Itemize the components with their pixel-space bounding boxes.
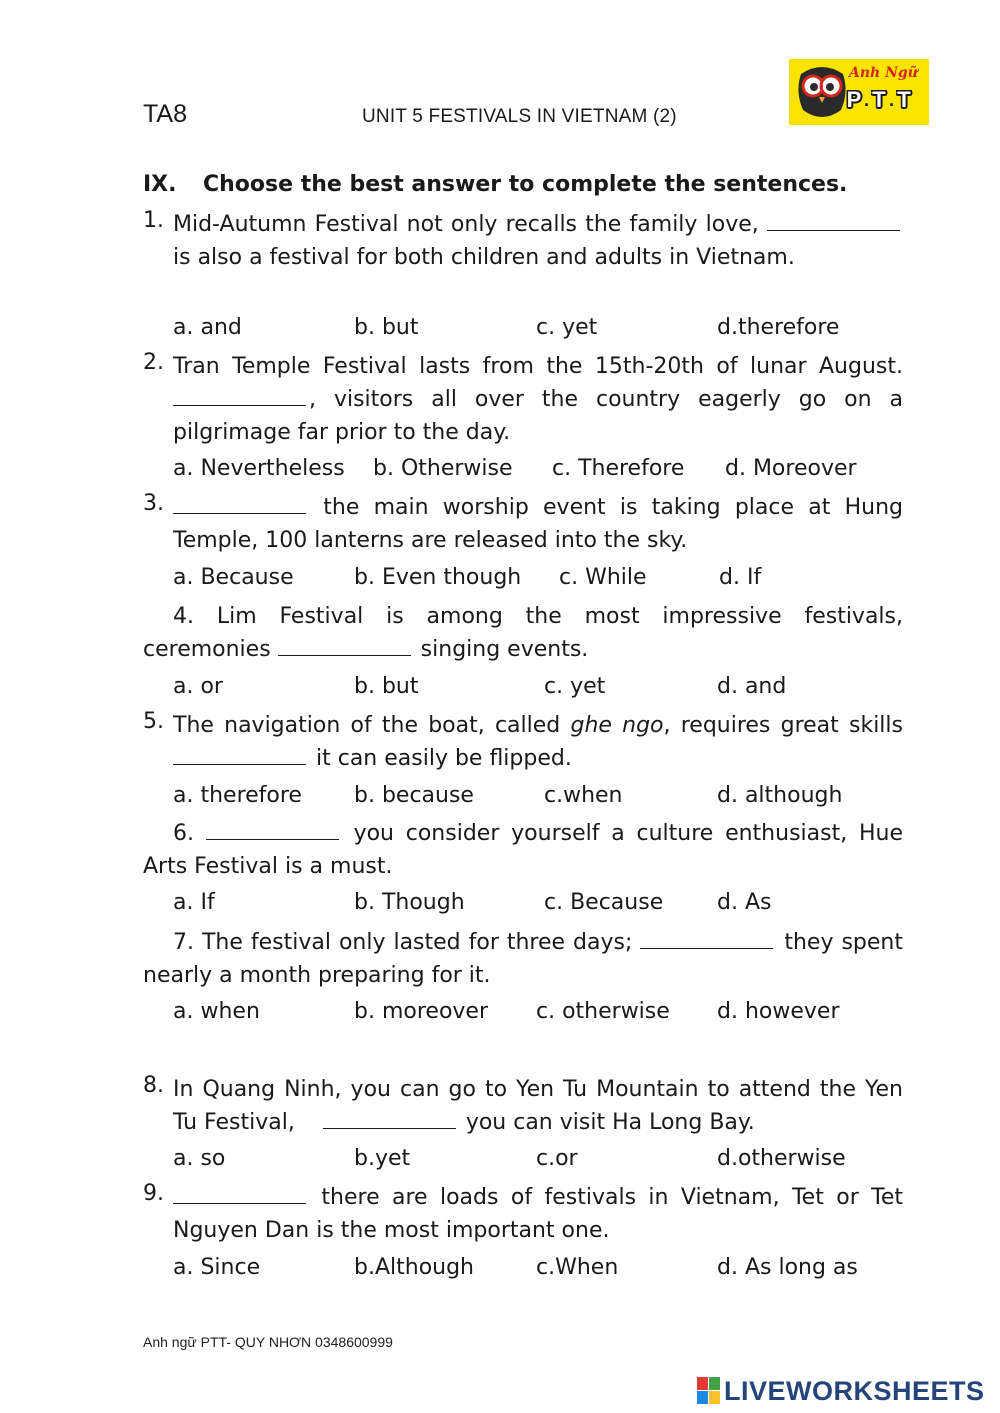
question-9-text	[173, 1181, 903, 1247]
option[interactable]: d.therefore	[717, 315, 840, 340]
option[interactable]: b.yet	[354, 1146, 411, 1171]
logo-separator: .	[889, 89, 895, 110]
option[interactable]: c. Because	[544, 890, 664, 915]
option[interactable]: c. otherwise	[536, 999, 670, 1024]
question-number: 8.	[143, 1073, 164, 1098]
option[interactable]: c.When	[536, 1255, 619, 1280]
question-text: is also a festival for both children and adults in Vietnam.	[173, 245, 795, 270]
question-6-text	[143, 817, 903, 883]
question-text: , visitors all over the country eagerly go on a pilgrimage far prior to the day.	[173, 387, 903, 445]
option[interactable]: c. yet	[536, 315, 598, 340]
answer-blank[interactable]	[206, 821, 339, 840]
option[interactable]: b. because	[354, 783, 474, 808]
logo	[789, 59, 929, 125]
section-instruction: Choose the best answer to complete the sentences.	[203, 172, 848, 197]
question-text: Mid-Autumn Festival not only recalls the family love,	[173, 212, 759, 237]
option[interactable]: b. but	[354, 315, 419, 340]
option[interactable]: a. when	[173, 999, 260, 1024]
option[interactable]: d. If	[719, 565, 762, 590]
option[interactable]: d. As long as	[717, 1255, 858, 1280]
question-5-text	[173, 709, 903, 775]
logo-letter: T	[872, 87, 886, 112]
option[interactable]: d. and	[717, 674, 787, 699]
option[interactable]: c. While	[559, 565, 647, 590]
option[interactable]: c. Therefore	[552, 456, 685, 481]
liveworksheets-text: LIVEWORKSHEETS	[724, 1375, 985, 1406]
question-1-text	[173, 208, 903, 274]
question-7-text	[143, 926, 903, 992]
option[interactable]: b. but	[354, 674, 419, 699]
question-text: singing events.	[420, 637, 589, 662]
question-8-text	[173, 1073, 903, 1139]
option[interactable]: b. moreover	[354, 999, 488, 1024]
owl-icon	[793, 62, 851, 122]
question-3-text	[173, 491, 903, 557]
section-number: IX.	[143, 172, 177, 197]
liveworksheets-watermark	[697, 1374, 985, 1408]
option[interactable]: a. and	[173, 315, 242, 340]
question-number: 3.	[143, 491, 164, 516]
question-number: 5.	[143, 709, 164, 734]
footer-text: Anh ngữ PTT- QUY NHƠN 0348600999	[143, 1334, 393, 1350]
question-text: they spent nearly a month preparing for it.	[143, 930, 903, 988]
question-text: The festival only lasted for three days;	[201, 930, 633, 955]
answer-blank[interactable]	[278, 637, 411, 656]
option[interactable]: a. Because	[173, 565, 294, 590]
option[interactable]: d.otherwise	[717, 1146, 846, 1171]
question-number: 1.	[143, 208, 164, 233]
option[interactable]: b.Although	[354, 1255, 475, 1280]
option[interactable]: a. so	[173, 1146, 226, 1171]
question-2-text	[173, 350, 903, 449]
question-number: 6.	[173, 821, 194, 846]
option[interactable]: c. yet	[544, 674, 606, 699]
question-text: you can visit Ha Long Bay.	[465, 1110, 755, 1135]
question-text: The navigation of the boat, called	[173, 713, 561, 738]
question-number: 4.	[173, 604, 194, 629]
course-code: TA8	[143, 100, 187, 128]
question-text: Tran Temple Festival lasts from the 15th-20th of lunar August.	[173, 354, 903, 379]
option[interactable]: c.when	[544, 783, 623, 808]
option[interactable]: a. or	[173, 674, 223, 699]
logo-top-text: Anh Ngữ	[849, 65, 918, 81]
option[interactable]: d. As	[717, 890, 772, 915]
option[interactable]: c.or	[536, 1146, 578, 1171]
liveworksheets-icon	[697, 1377, 721, 1405]
unit-title: UNIT 5 FESTIVALS IN VIETNAM (2)	[362, 106, 677, 127]
option[interactable]: a. Nevertheless	[173, 456, 345, 481]
section-heading	[143, 172, 847, 197]
question-text: In Quang Ninh, you can go to Yen Tu Mountain to attend the Yen Tu Festival,	[173, 1077, 903, 1135]
answer-blank[interactable]	[767, 212, 900, 231]
answer-blank[interactable]	[173, 495, 306, 514]
option[interactable]: d. although	[717, 783, 843, 808]
option[interactable]: b. Though	[354, 890, 465, 915]
question-text: , requires great skills	[663, 713, 903, 738]
boat-name: ghe ngo	[570, 713, 664, 738]
question-text: you consider yourself a culture enthusiast, Hue Arts Festival is a must.	[143, 821, 903, 879]
answer-blank[interactable]	[173, 1185, 306, 1204]
question-text: it can easily be flipped.	[316, 746, 572, 771]
logo-letter: T	[897, 87, 911, 112]
logo-separator: .	[864, 89, 870, 110]
answer-blank[interactable]	[640, 930, 773, 949]
option[interactable]: a. Since	[173, 1255, 261, 1280]
option[interactable]: d. Moreover	[725, 456, 857, 481]
option[interactable]: b. Otherwise	[373, 456, 513, 481]
question-number: 7.	[173, 930, 194, 955]
answer-blank[interactable]	[173, 746, 306, 765]
question-text: Lim Festival is among the most impressive festivals, ceremonies	[143, 604, 903, 662]
logo-letters	[845, 87, 913, 113]
option[interactable]: a. If	[173, 890, 215, 915]
question-text: the main worship event is taking place at Hung Temple, 100 lanterns are released into the sky.	[173, 495, 903, 553]
logo-letter: P	[846, 87, 862, 112]
question-number: 9.	[143, 1181, 164, 1206]
question-number: 2.	[143, 350, 164, 375]
question-4-text	[143, 600, 903, 666]
question-text: there are loads of festivals in Vietnam, Tet or Tet Nguyen Dan is the most important one.	[173, 1185, 903, 1243]
option[interactable]: a. therefore	[173, 783, 302, 808]
answer-blank[interactable]	[323, 1110, 456, 1129]
option[interactable]: b. Even though	[354, 565, 522, 590]
option[interactable]: d. however	[717, 999, 840, 1024]
answer-blank[interactable]	[173, 387, 306, 406]
